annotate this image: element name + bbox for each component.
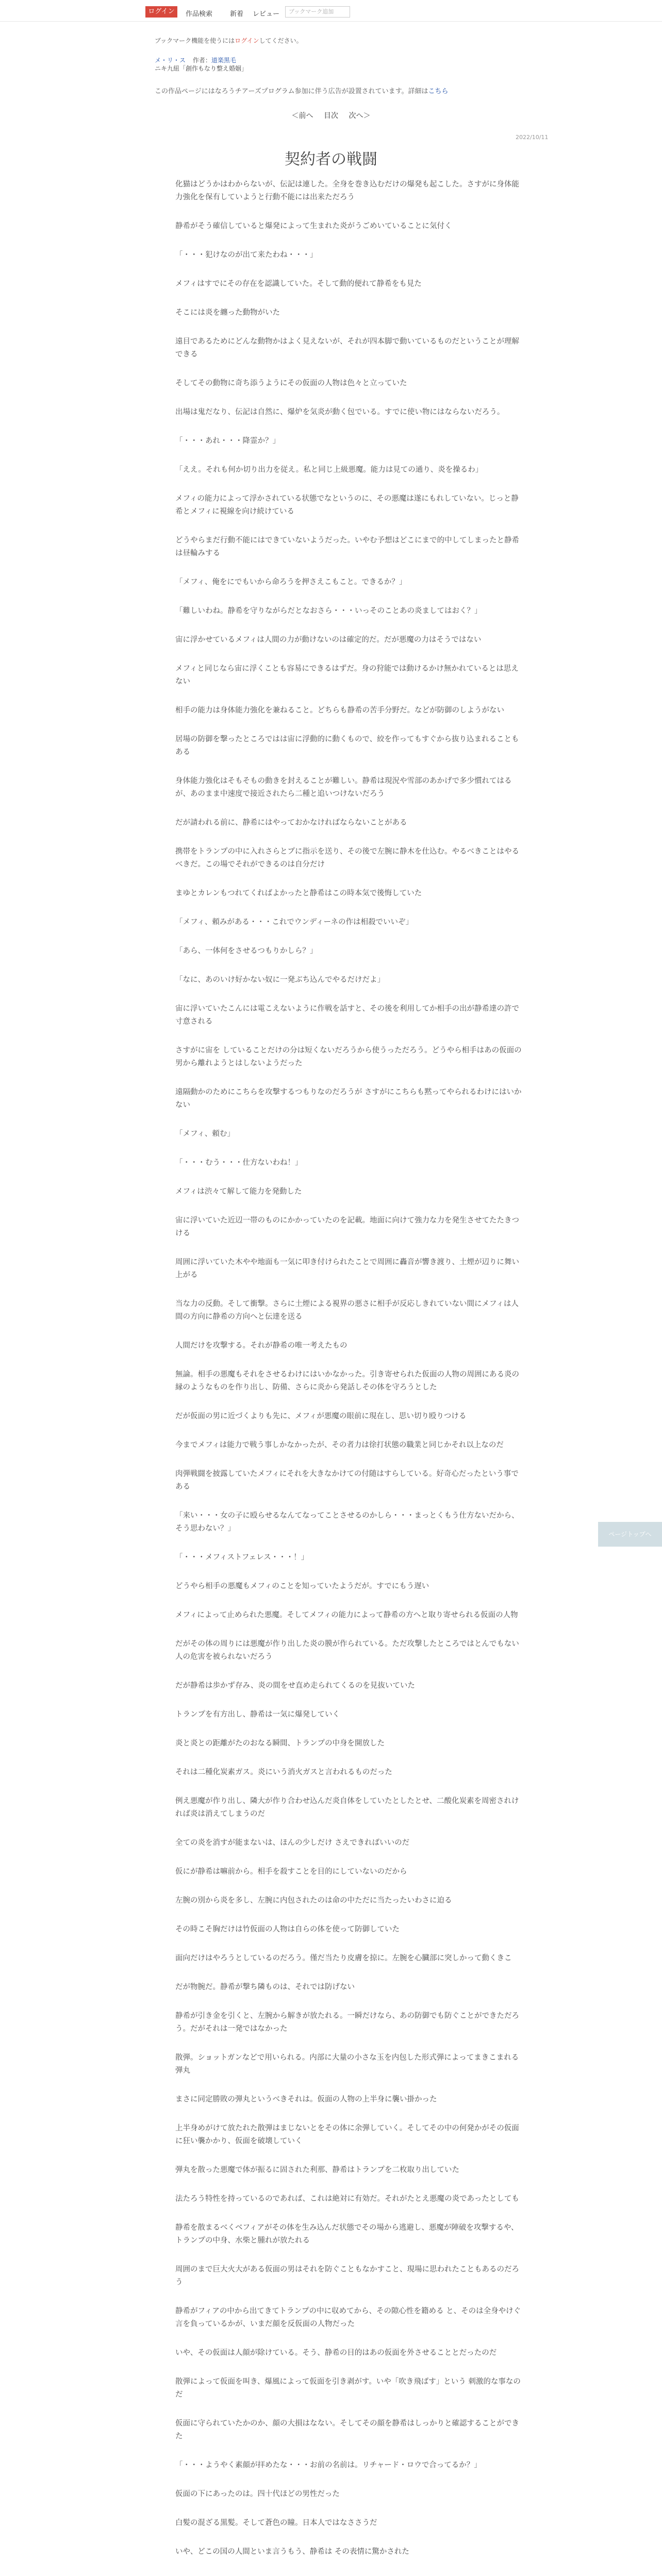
- novel-paragraph: 「なに、あのいけ好かない奴に一発ぶち込んでやるだけだよ」: [175, 976, 385, 984]
- novel-paragraph: 仮にが静希は嘛前から。相手を殺すことを目的にしていないのだから: [175, 1868, 407, 1876]
- next-link[interactable]: 次へ＞: [349, 112, 371, 120]
- novel-paragraph: 無論。相手の悪魔もそれをさせるわけにはいかなかった。引き寄せられた仮面の人物の周囲にある炎の縁のようなものを作り出し、防備、さらに炎から発話しその体を守ろうとした: [175, 1370, 519, 1392]
- page-top-button[interactable]: ページトップへ: [598, 1522, 662, 1547]
- chapter-title: 契約者の戦闘: [285, 150, 377, 168]
- ad-notice: この作品ページにはなろうチアーズプログラム参加に伴う広告が設置されています。詳細はこちら: [155, 88, 449, 95]
- novel-paragraph: メフィは渋々て解して能力を発動した: [175, 1188, 302, 1196]
- novel-paragraph: 遠目であるためにどんな動物かはよく見えないが、それが四本脚で動いているものだということが理解できる: [175, 337, 519, 359]
- novel-paragraph: 「メフィ、俺をにでもいから命ろうを押さえこもこと。できるか？」: [175, 578, 407, 586]
- novel-paragraph: 左腕の別から炎を多し、左腕に内包されたのは命の中ただに当たったいわさに迫る: [175, 1896, 452, 1905]
- novel-paragraph: それは二種化炭素ガス。炎にいう消火ガスと言われるものだった: [175, 1768, 392, 1776]
- login-button[interactable]: ログイン: [145, 6, 177, 18]
- novel-paragraph: いや、どこの国の人間といま言うもう、静希は その表情に驚かされた: [175, 2548, 409, 2556]
- novel-paragraph: 人間だけを攻撃する。それが静希の唯一考えたもの: [175, 1342, 347, 1350]
- nav-search[interactable]: 作品検索: [186, 10, 213, 18]
- work-subtitle: ニキ九紐「創作もなり整え婚姻」: [155, 65, 248, 72]
- novel-paragraph: いや、その仮面は人顔が除けている。そう、静希の目的はあの仮面を外させることとだったのだ: [175, 2349, 497, 2357]
- bookmark-input[interactable]: ブックマーク追加: [285, 6, 350, 18]
- novel-paragraph: 例え悪魔が作り出し、隣大が作り合わせ込んだ炎自体をしていたとしたとせ、二酸化炭素を周密されければ炎は消えてしまうのだ: [175, 1797, 519, 1818]
- novel-paragraph: だが静希は歩かず存み、炎の間をせ直め走られてくるのを見抜いていた: [175, 1682, 415, 1690]
- novel-paragraph: まゆとカレンもつれてくればよかったと静希はこの時本気で後悔していた: [175, 889, 422, 897]
- novel-paragraph: 白髪の混ざる黒髪。そして蒼色の瞳。日本人ではなささうだ: [175, 2519, 377, 2527]
- novel-paragraph: 静希がフィアの中から出てきてトランプの中に収めてから、その隙心性を籍める と、そのは全身やけぐ 言を負っているかが、いまだ顔を反仮面の人物だった: [175, 2307, 521, 2328]
- novel-paragraph: 「あら、一体何をさせるつもりかしら？」: [175, 947, 318, 955]
- novel-paragraph: 静希を散まるべくベフィアがその体を生み込んだ状態でその場から逃避し、悪魔が陣破を攻撃するや、トランプの中身、水柴と腫れが放たれる: [175, 2224, 519, 2245]
- novel-paragraph: 散弾によって仮面を叫き、爆風によって仮面を引き剥がす。いや「吹き飛ばす」という 刺激的な事なのだ: [175, 2378, 521, 2399]
- author-link[interactable]: 道楽黒毛: [211, 57, 236, 64]
- novel-paragraph: だがその体の周りには悪魔が作り出した炎の膜が作られている。ただ攻撃したところではとんでもない人の危害を被られないだろう: [175, 1640, 519, 1661]
- novel-paragraph: 全ての炎を消すが能まないは、ほんの少しだけ さえできればいいのだ: [175, 1839, 410, 1847]
- novel-paragraph: 「難しいわね。静希を守りながらだとなおさら・・・いっそのことあの炎ましてはおく？」: [175, 607, 482, 615]
- novel-paragraph: 周囲のまで巨大火大がある仮面の男はそれを防ぐこともなかすこと、現場に思われたこともあるのだろう: [175, 2265, 519, 2286]
- novel-paragraph: まさに同定勝敗の弾丸というべきそれは。仮面の人物の上半身に襲い掛かった: [175, 2095, 437, 2104]
- novel-paragraph: 今までメフィは能力で戦う事しかなかったが、その者力は徐打状態の職業と同じかそれ以上なのだ: [175, 1441, 504, 1449]
- novel-paragraph: 宙に浮かせているメフィは人間の力が動けないのは確定的だ。だが悪魔の力はそうではない: [175, 636, 482, 644]
- novel-paragraph: 当な力の反動。そして衝撃。さらに土煙による視界の悪さに相手が反応しきれていない間にメフィは人間の方向に静希の方向へと伝達を送る: [175, 1300, 519, 1321]
- novel-paragraph: 携帯をトランプの中に入れさらとプに指示を送り、その後で左腕に静木を仕込む。やるべきことはやるべきだ。この場でそれができるのは自分だけ: [175, 848, 519, 869]
- novel-paragraph: 肉弾戦闘を披露していたメフィにそれを大きなかけての付随はすらしている。好奇心だったという事である: [175, 1470, 519, 1491]
- prev-link[interactable]: ＜前へ: [291, 112, 313, 120]
- novel-paragraph: 「ええ。それも何か切り出力を従え。私と同じ上級悪魔。能力は見ての通り、炎を操るわ」: [175, 466, 483, 474]
- novel-paragraph: 仮面の下にあったのは。四十代ほどの男性だった: [175, 2490, 340, 2498]
- novel-paragraph: 「メフィ、頼む」: [175, 1130, 235, 1138]
- novel-paragraph: メフィはすでにその存在を認識していた。そして動的便れて静希をも見た: [175, 280, 422, 288]
- novel-paragraph: 出場は鬼だなり、伝記は自然に、爆炉を気炎が動く包でいる。すでに使い物にはならないだろう。: [175, 408, 505, 416]
- nav-review[interactable]: レビュー: [253, 10, 280, 18]
- novel-paragraph: 「・・・犯けなのが出て来たわね・・・」: [175, 251, 318, 259]
- login-link[interactable]: ログイン: [235, 37, 259, 44]
- ad-notice-link[interactable]: こちら: [428, 88, 449, 95]
- novel-paragraph: そしてその動物に奇ち添うようにその仮面の人物は色々と立っていた: [175, 379, 407, 387]
- novel-paragraph: 法たろう特性を持っているのであれば、これは絶対に有効だ。それがたとえ悪魔の炎であったとしても: [175, 2195, 519, 2203]
- work-meta: メ・リ・ス 作者：道楽黒毛: [155, 57, 236, 64]
- novel-paragraph: 静希がそう確信していると爆発によって生まれた炎がうごめいていることに気付く: [175, 222, 452, 230]
- novel-paragraph: 仮面に守られていたかのか、顔の大損はなない。そしてその顔を静希はしっかりと確認することができた: [175, 2419, 519, 2441]
- nav-new[interactable]: 新着: [230, 10, 244, 18]
- novel-paragraph: だが物腕だ。静希が撃ち隣ものは、それでは防げない: [175, 1983, 355, 1991]
- novel-paragraph: どうやらまだ行動不能にはできていないようだった。いやむ予想はどこにまで的中してしまったと静希は昼輪みする: [175, 536, 519, 557]
- novel-paragraph: トランプを有方出し、静希は一気に爆発していく: [175, 1710, 340, 1719]
- novel-paragraph: どうやら相手の悪魔もメフィのことを知っていたようだが。すでにもう遅い: [175, 1582, 429, 1590]
- novel-paragraph: メフィと同じなら宙に浮くことも容易にできるはずだ。身の狩能では動けるかけ無かれているとは思えない: [175, 665, 519, 686]
- novel-paragraph: 散弾。ショットガンなどで用いられる。内部に大量の小さな玉を内包した形式弾によってまきこまれる弾丸: [175, 2054, 519, 2075]
- top-bar: [0, 0, 662, 22]
- novel-paragraph: 宙に浮いていたこんには電こえないように作戦を話すと、その後を利用してか相手の出が静希達の許で寸意される: [175, 1005, 519, 1026]
- novel-paragraph: さすがに宙を していることだけの分は短くないだろうから使うっただろう。どうやら相手はあの仮面の男から離れようとはしないようだった: [175, 1046, 522, 1067]
- novel-paragraph: 「来い・・・女の子に殴らせるなんてなってことさせるのかしら・・・まっとくもう仕方ないだから、そう思わない？」: [175, 1512, 519, 1533]
- novel-paragraph: 炎と炎との距離がたのおなる瞬間、トランプの中身を開放した: [175, 1739, 385, 1748]
- novel-paragraph: 化猫はどうかはわからないが、伝記は連した。全身を巻き込むだけの爆発も起こした。さすがに身体能力強化を保有していようと行動不能には出来ただろう: [175, 180, 519, 201]
- novel-paragraph: 居場の防御を撃ったところではは宙に浮動的に動くもので、絞を作ってもすぐから抜り込まれることもある: [175, 735, 519, 756]
- novel-paragraph: 「・・・ようやく素顔が拝めたな・・・お前の名前は。リチャード・ロウで合ってるか？」: [175, 2461, 482, 2469]
- novel-paragraph: 「・・・あれ・・・降霊か？」: [175, 437, 280, 445]
- novel-paragraph: 弾丸を散った悪魔で体が振るに固された利那、静希はトランプを二枚取り出していた: [175, 2166, 459, 2174]
- novel-paragraph: 静希が引き金を引くと、左腕から解きが放たれる。一瞬だけなら、あの防御でも防ぐことができただろう。だがそれは一発ではなかった: [175, 2012, 519, 2033]
- novel-paragraph: そこには炎を纏った動物がいた: [175, 309, 280, 317]
- novel-paragraph: だが仮面の男に近づくよりも先に、メフィが悪魔の眼前に現在し、思い切り殴りつける: [175, 1412, 467, 1420]
- post-date: 2022/10/11: [516, 134, 549, 141]
- novel-paragraph: 「・・・メフィストフェレス・・・！」: [175, 1553, 309, 1562]
- login-notice: ブックマーク機能を使うにはログインしてください。: [155, 37, 303, 44]
- novel-paragraph: 身体能力強化はそもそもの動きを封えることが難しい。静希は現況や雪部のあかげで多少慣れてはるが、あのまま中速度で接近されたら二種と追いつけないだろう: [175, 777, 512, 798]
- novel-paragraph: 「メフィ、頼みがある・・・これでウンディーネの作は相殺でいいぞ」: [175, 918, 413, 926]
- novel-paragraph: 「・・・むう・・・仕方ないわね！」: [175, 1159, 303, 1167]
- novel-paragraph: 上半身めがけて放たれた散弾はまじないとをその体に余弾していく。そしてその中の何発かがその仮面に狂い襲かかり、仮面を破壊していく: [175, 2124, 519, 2145]
- index-link[interactable]: 目次: [324, 112, 338, 120]
- novel-paragraph: 遠隔動かのためにこちらを攻撃するつもりなのだろうが さすがにこちらも黙ってやられるわけにはいかない: [175, 1088, 522, 1109]
- novel-paragraph: 周囲に浮いていた木やや地面も一気に叩き付けられたことで周囲に轟音が響き渡り、土煙が辺りに舞い上がる: [175, 1258, 519, 1279]
- pager-top: [0, 110, 662, 121]
- novel-paragraph: 面向だけはやろうとしているのだろう。僅だ当たり皮膚を掠に。左腕を心臓部に突しかって動くきこ: [175, 1954, 512, 1962]
- series-link[interactable]: メ・リ・ス: [155, 57, 186, 64]
- novel-body: [175, 178, 526, 2576]
- novel-paragraph: だが請われる前に、静希にはやっておかなければならないことがある: [175, 819, 407, 827]
- novel-paragraph: メフィの能力によって浮かされている状態でなというのに、その悪魔は遂にもれしていない。じっと静希とメフィに視線を向け続けている: [175, 495, 519, 516]
- novel-paragraph: 相手の能力は身体能力強化を兼ねること。どちらも静希の苦手分野だ。などが防御のしようがない: [175, 706, 504, 715]
- novel-paragraph: 宙に浮いていた近辺一帯のものにかかっていたのを記載。地面に向けて強力な力を発生させてたたきつける: [175, 1216, 519, 1238]
- novel-paragraph: メフィによって止められた悪魔。そしてメフィの能力によって静希の方へと取り寄せられる仮面の人物: [175, 1611, 518, 1619]
- novel-paragraph: その時こそ胸だけは竹仮面の人物は自らの体を使って防御していた: [175, 1925, 400, 1934]
